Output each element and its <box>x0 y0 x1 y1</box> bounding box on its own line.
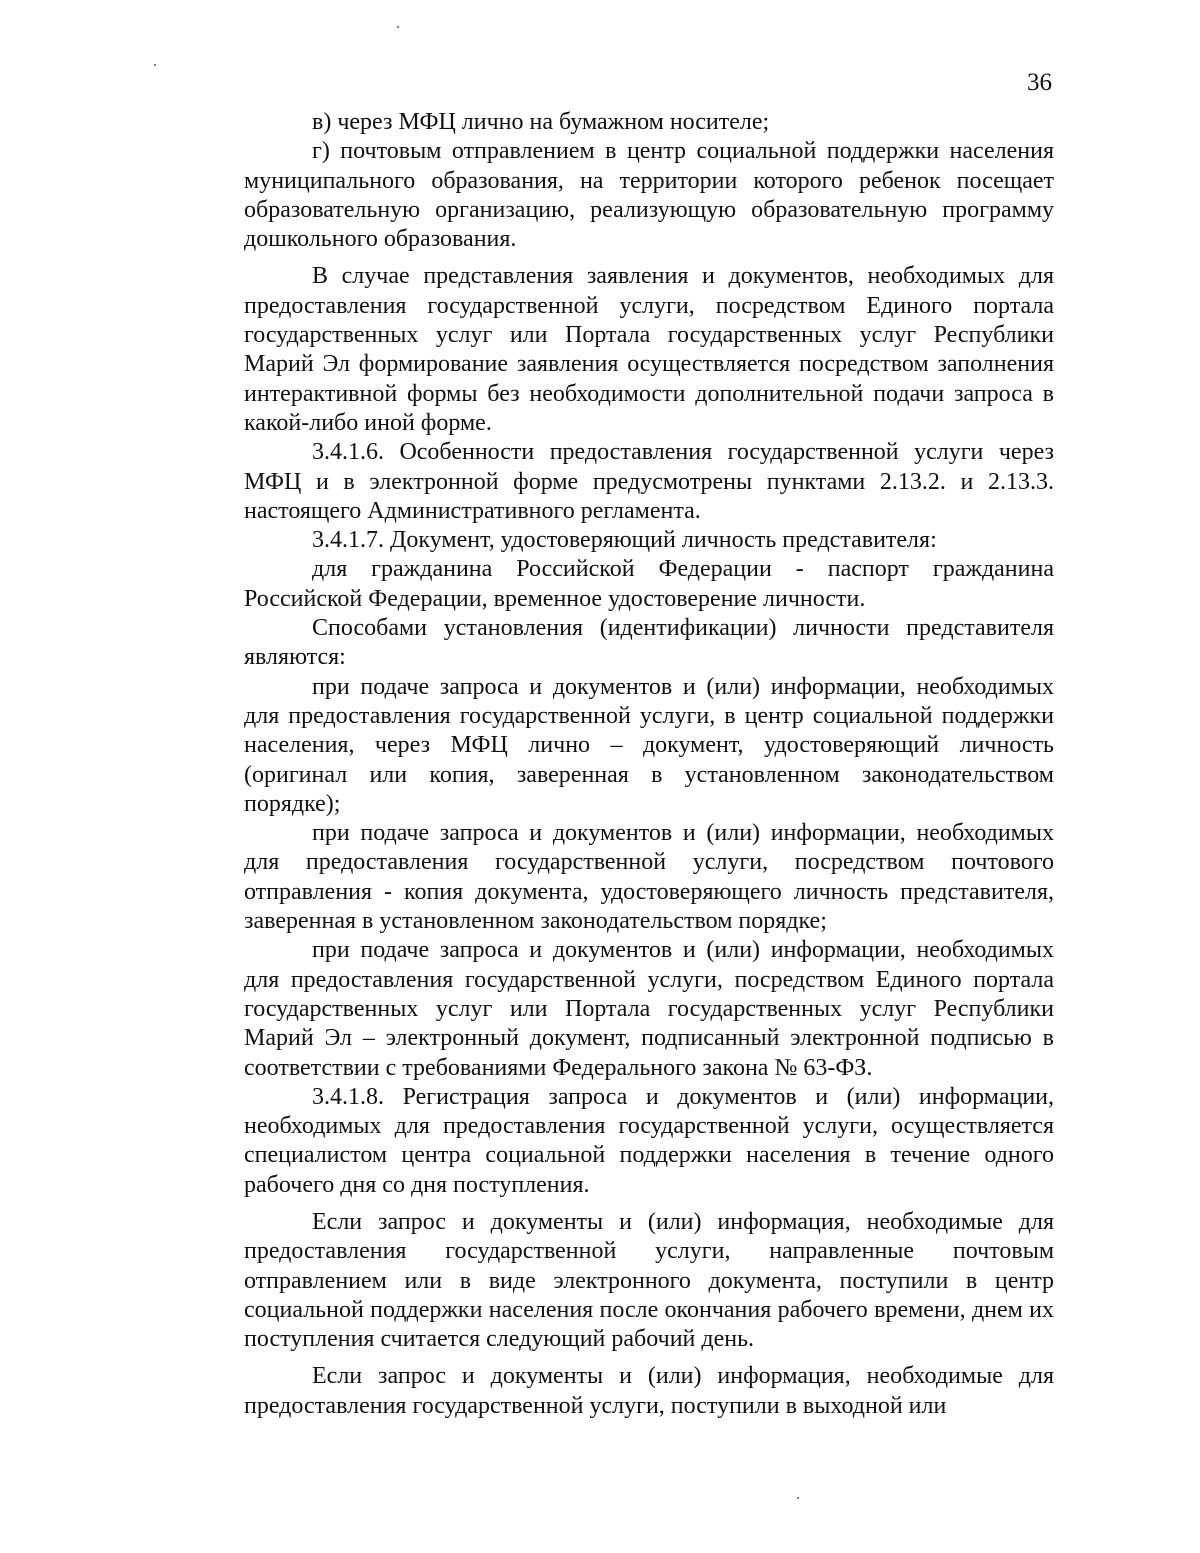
page-number: 36 <box>1027 69 1052 96</box>
paragraph-8: при подаче запроса и документов и (или) информации, необходимых для предоставления государственной услуги, в центр социальной поддержки населения, через МФЦ лично – документ, удостоверяющий личность (оригинал или копия, заверенная в установленном законодательством порядке); <box>244 673 1054 817</box>
scan-speck <box>154 64 156 66</box>
scan-speck <box>397 26 399 28</box>
paragraph-6: для гражданина Российской Федерации - паспорт гражданина Российской Федерации, временное удостоверение личности. <box>244 556 1054 612</box>
paragraph-10: при подаче запроса и документов и (или) информации, необходимых для предоставления государственной услуги, посредством Единого портала государственных услуг или Портала государственных услуг Республики Марий Эл – электронный документ, подписанный электронной подписью в соответствии с требованиями Федерального закона № 63-ФЗ. <box>244 937 1054 1081</box>
paragraph-13: Если запрос и документы и (или) информация, необходимые для предоставления государственной услуги, поступили в выходной или <box>244 1363 1054 1419</box>
paragraph-3: В случае представления заявления и документов, необходимых для предоставления государственной услуги, посредством Единого портала государственных услуг или Портала государственных услуг Республики Марий Эл формирование заявления осуществляется посредством заполнения интерактивной формы без необходимости дополнительной подачи запроса в какой-либо иной форме. <box>244 263 1054 436</box>
paragraph-9: при подаче запроса и документов и (или) информации, необходимых для предоставления государственной услуги, посредством почтового отправления - копия документа, удостоверяющего личность представителя, заверенная в установленном законодательством порядке; <box>244 820 1054 935</box>
paragraph-1: в) через МФЦ лично на бумажном носителе; <box>312 109 770 135</box>
paragraph-4: 3.4.1.6. Особенности предоставления государственной услуги через МФЦ и в электронной форме предусмотрены пунктами 2.13.2. и 2.13.3. настоящего Административного регламента. <box>244 439 1054 524</box>
paragraph-2: г) почтовым отправлением в центр социальной поддержки населения муниципального образования, на территории которого ребенок посещает образовательную организацию, реализующую образовательную программу дошкольного образования. <box>244 138 1054 253</box>
paragraph-5: 3.4.1.7. Документ, удостоверяющий личность представителя: <box>312 527 937 554</box>
document-body <box>244 108 1054 1421</box>
scan-speck <box>797 1497 799 1499</box>
paragraph-12: Если запрос и документы и (или) информация, необходимые для предоставления государственной услуги, направленные почтовым отправлением или в виде электронного документа, поступили в центр социальной поддержки населения после окончания рабочего времени, днем их поступления считается следующий рабочий день. <box>244 1208 1054 1353</box>
paragraph-11: 3.4.1.8. Регистрация запроса и документов и (или) информации, необходимых для предоставления государственной услуги, осуществляется специалистом центра социальной поддержки населения в течение одного рабочего дня со дня поступления. <box>244 1083 1054 1198</box>
paragraph-7: Способами установления (идентификации) личности представителя являются: <box>244 615 1054 671</box>
